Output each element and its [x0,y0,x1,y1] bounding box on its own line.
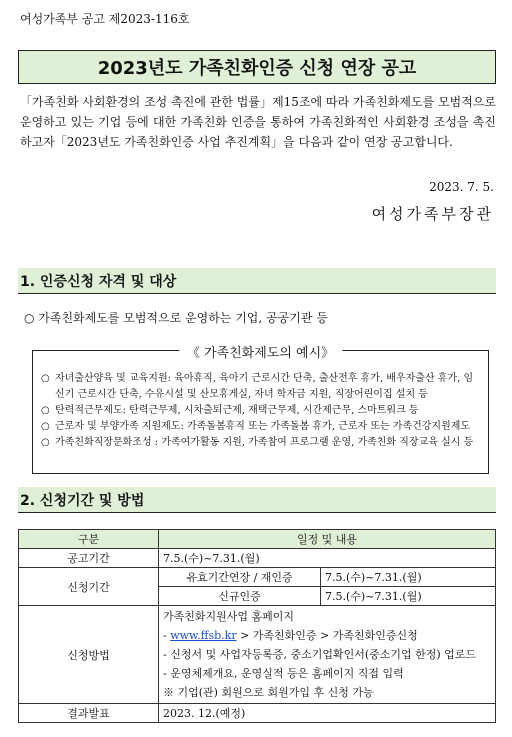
sub-label: 신규인증 [159,587,321,606]
bullet-icon: ○ [41,373,50,384]
row-label: 신청기간 [19,568,159,606]
table-row [19,704,496,723]
example-text: 탄력적근무제도: 탄력근무제, 시차출퇴근제, 재택근무제, 시간제근무, 스마트워크 등 [55,405,419,416]
row-value: 2023. 12.(예정) [159,704,496,723]
section2-header [18,487,496,513]
header-category: 구분 [19,530,159,549]
method-path: > 가족친화인증 > 가족친화인증신청 [236,629,418,642]
row-label: 결과발표 [19,704,159,723]
row-value: 7.5.(수)~7.31.(월) [321,587,496,606]
row-label: 신청방법 [19,606,159,704]
bullet-icon: ○ [41,437,50,448]
method-upload: - 신청서 및 사업자등록증, 중소기업확인서(중소기업 한정) 업로드 [163,648,477,661]
list-item [41,371,482,403]
row-label: 공고기간 [19,549,159,568]
header-content: 일정 및 내용 [159,530,496,549]
row-value: 7.5.(수)~7.31.(월) [159,549,496,568]
doc-number: 여성가족부 공고 제2023-116호 [20,12,190,26]
method-link-prefix: - [163,629,171,642]
sub-label: 유효기간연장 / 재인증 [159,568,321,587]
list-item [41,403,482,419]
bullet-icon: ○ [41,405,50,416]
announce-date: 2023. 7. 5. [429,180,494,194]
homepage-link[interactable]: www.ffsb.kr [170,629,237,642]
section2-heading: 2. 신청기간 및 방법 [20,492,145,509]
method-title: 가족친화지원사업 홈페이지 [163,610,295,623]
method-cell [159,606,496,704]
examples-title: 《 가족친화제도의 예시》 [179,342,342,361]
section1-heading: 1. 인증신청 자격 및 대상 [20,273,177,290]
table-row [19,606,496,704]
method-input: - 운영체제개요, 운영실적 등은 홈페이지 직접 입력 [163,667,404,680]
examples-box [32,346,489,474]
table-header-row [19,530,496,549]
bullet-icon: ○ [41,421,50,432]
schedule-table [18,529,496,723]
table-row [19,549,496,568]
list-item [41,419,482,435]
section1-header [18,268,496,294]
row-value: 7.5.(수)~7.31.(월) [321,568,496,587]
issuer: 여성가족부장관 [371,205,494,223]
example-text: 근로자 및 부양가족 지원제도: 가족돌봄휴직 또는 가족돌봄 휴가, 근로자 또는 가족건강지원제도 [55,421,471,432]
title-box [18,50,496,84]
eligibility-target: ○ 가족친화제도를 모범적으로 운영하는 기업, 공공기관 등 [24,311,328,325]
page-title: 2023년도 가족친화인증 신청 연장 공고 [97,58,417,79]
table-row [19,568,496,587]
example-text: 가족친화직장문화조성 : 가족여가활동 지원, 가족참여 프로그램 운영, 가족친화 직장교육 실시 등 [55,437,474,448]
intro-paragraph: 「가족친화 사회환경의 조성 촉진에 관한 법률」제15조에 따라 가족친화제도를 모범적으로 운영하고 있는 기업 등에 대한 가족친화 인증을 통하여 가족친화적인 사회환경 조성을 촉진하고자「2023년도 가족친화인증 사업 추진계획」을 다음과 같이 연장 공고합니다. [20,95,496,149]
method-link-line [163,626,491,645]
method-note: ※ 기업(관) 회원으로 회원가입 후 신청 가능 [163,686,374,699]
example-text: 자녀출산양육 및 교육지원: 육아휴직, 육아기 근로시간 단축, 출산전후 휴가, 배우자출산 휴가, 임신기 근로시간 단축, 수유시설 및 산모휴게실, 자녀 학자금 지원, 직장어린이집 설치 등 [55,373,474,400]
list-item [41,435,482,451]
examples-list [41,371,482,451]
